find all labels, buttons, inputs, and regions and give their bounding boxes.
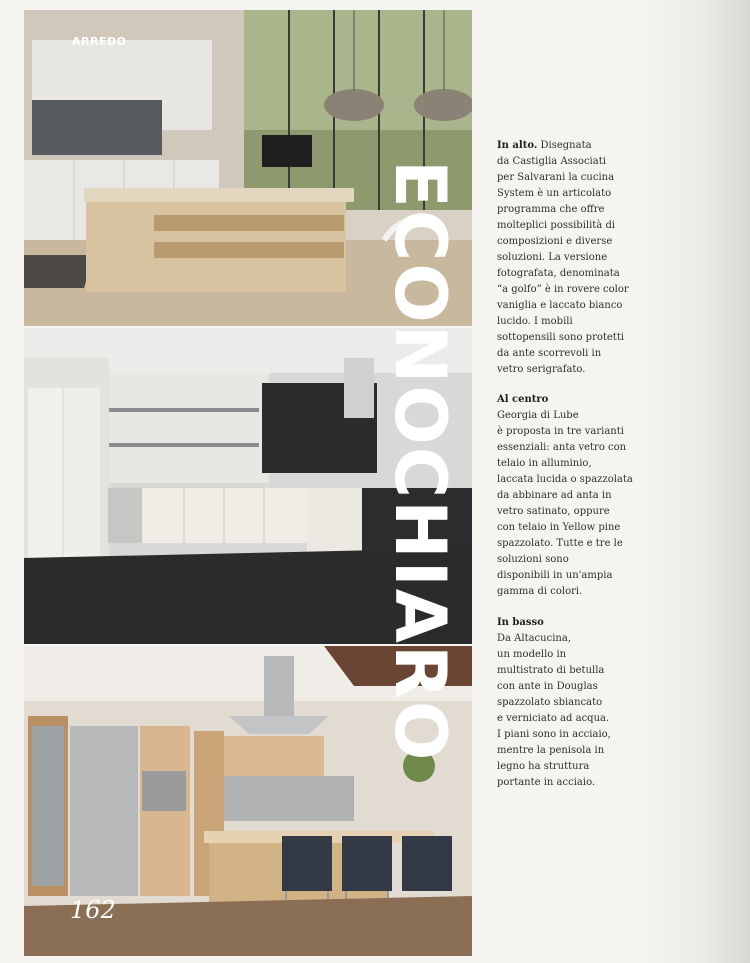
- caption-line: composizioni e diverse: [497, 236, 613, 247]
- caption-line: essenziali: anta vetro con: [497, 442, 627, 453]
- caption-line: laccata lucida o spazzolata: [497, 474, 633, 485]
- caption-line: gamma di colori.: [497, 586, 583, 597]
- caption-top: [497, 138, 637, 378]
- caption-lead: In alto.: [497, 140, 538, 151]
- caption-line: spazzolato. Tutte e tre le: [497, 538, 623, 549]
- caption-line: da Castiglia Associati: [497, 156, 606, 167]
- page-gutter-shade: [640, 0, 750, 963]
- caption-line: molteplici possibilità di: [497, 220, 616, 231]
- caption-line: I piani sono in acciaio,: [497, 729, 611, 740]
- caption-bottom: [497, 615, 637, 791]
- caption-line: un modello in: [497, 649, 567, 660]
- caption-line: è proposta in tre varianti: [497, 426, 624, 437]
- caption-line: da abbinare ad anta in: [497, 490, 612, 501]
- caption-line: fotografata, denominata: [497, 268, 620, 279]
- caption-line: disponibili in un'ampia: [497, 570, 613, 581]
- caption-line: sottopensili sono protetti: [497, 332, 625, 343]
- caption-line: con ante in Douglas: [497, 681, 598, 692]
- caption-line: lucido. I mobili: [497, 316, 573, 327]
- caption-lead: In basso: [497, 617, 544, 628]
- caption-line: con telaio in Yellow pine: [497, 522, 621, 533]
- caption-line: programma che offre: [497, 204, 605, 215]
- caption-line: vaniglia e laccato bianco: [497, 300, 623, 311]
- caption-line: “a golfo” è in rovere color: [497, 284, 629, 295]
- caption-line: vetro satinato, oppure: [497, 506, 610, 517]
- caption-line: portante in acciaio.: [497, 777, 596, 788]
- caption-line: System è un articolato: [497, 188, 612, 199]
- caption-line: vetro serigrafato.: [497, 364, 586, 375]
- caption-line: legno ha struttura: [497, 761, 590, 772]
- caption-line: multistrato di betulla: [497, 665, 605, 676]
- caption-line: per Salvarani la cucina: [497, 172, 615, 183]
- caption-line: Georgia di Lube: [497, 410, 579, 421]
- section-label: ARREDO: [72, 35, 127, 48]
- caption-line: spazzolato sbiancato: [497, 697, 603, 708]
- page-number: 162: [70, 896, 116, 924]
- caption-lead: Al centro: [497, 394, 549, 405]
- caption-middle: [497, 392, 637, 600]
- caption-line: telaio in alluminio,: [497, 458, 592, 469]
- caption-line: e verniciato ad acqua.: [497, 713, 610, 724]
- caption-line: da ante scorrevoli in: [497, 348, 602, 359]
- caption-text: Disegnata: [540, 140, 592, 151]
- caption-line: soluzioni sono: [497, 554, 569, 565]
- vertical-title-text: ECONOCHIARO: [379, 160, 461, 763]
- caption-line: Da Altacucina,: [497, 633, 571, 644]
- caption-line: [497, 138, 637, 154]
- caption-line: mentre la penisola in: [497, 745, 605, 756]
- caption-line: soluzioni. La versione: [497, 252, 608, 263]
